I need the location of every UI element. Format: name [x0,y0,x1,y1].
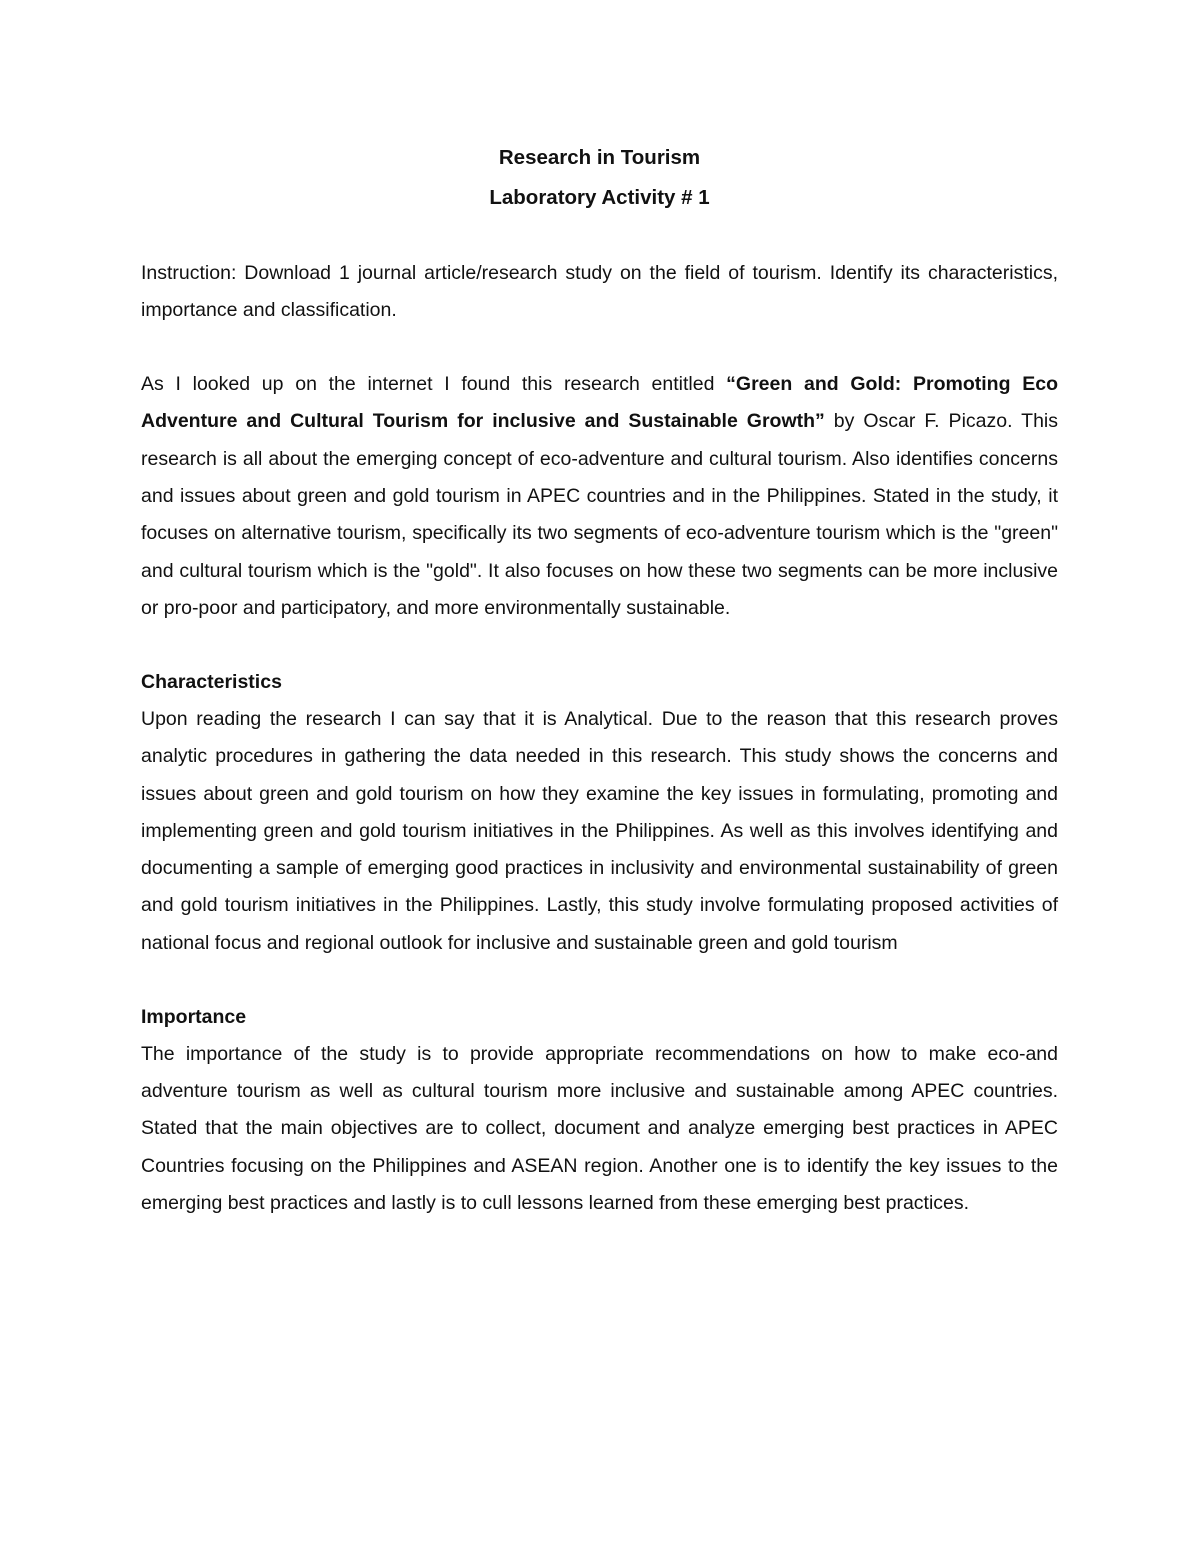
spacer [141,627,1058,664]
document-page [141,138,1058,1222]
intro-text-before: As I looked up on the internet I found this research entitled [141,373,727,396]
characteristics-paragraph: Upon reading the research I can say that it is Analytical. Due to the reason that this research proves analytic procedures in gathering the data needed in this research. This study shows the concerns and issues about green and gold tourism on how they examine the key issues in formulating, promoting and implementing green and gold tourism initiatives in the Philippines. As well as this involves identifying and documenting a sample of emerging good practices in inclusivity and environmental sustainability of green and gold tourism initiatives in the Philippines. Lastly, this study involve formulating proposed activities of national focus and regional outlook for inclusive and sustainable green and gold tourism [141,707,1058,954]
spacer [141,962,1058,999]
research-title: “Green and Gold: Promoting Eco Adventure and Cultural Tourism for inclusive and Sustainable Growth” [141,373,1058,433]
document-subtitle: Laboratory Activity # 1 [489,186,710,209]
intro-paragraph [141,366,1058,627]
characteristics-heading: Characteristics [141,670,282,693]
importance-heading: Importance [141,1005,247,1028]
document-title: Research in Tourism [498,146,701,169]
spacer [141,330,1058,367]
importance-paragraph: The importance of the study is to provide appropriate recommendations on how to make eco-and adventure tourism as well as cultural tourism more inclusive and sustainable among APEC countries. Stated that the main objectives are to collect, document and analyze emerging best practices in APEC Countries focusing on the Philippines and ASEAN region. Another one is to identify the key issues to the emerging best practices and lastly is to cull lessons learned from these emerging best practices. [141,1042,1058,1215]
intro-text-after: by Oscar F. Picazo. This research is all about the emerging concept of eco-adventure and cultural tourism. Also identifies concerns and issues about green and gold tourism in APEC countries and in the Philippines. Stated in the study, it focuses on alternative tourism, specifically its two segments of eco-adventure tourism which is the "green" and cultural tourism which is the "gold". It also focuses on how these two segments can be more inclusive or pro-poor and participatory, and more environmentally sustainable. [141,410,1058,619]
spacer [141,218,1058,255]
instruction-paragraph: Instruction: Download 1 journal article/research study on the field of tourism. Identify its characteristics, importance and classification. [141,262,1058,322]
